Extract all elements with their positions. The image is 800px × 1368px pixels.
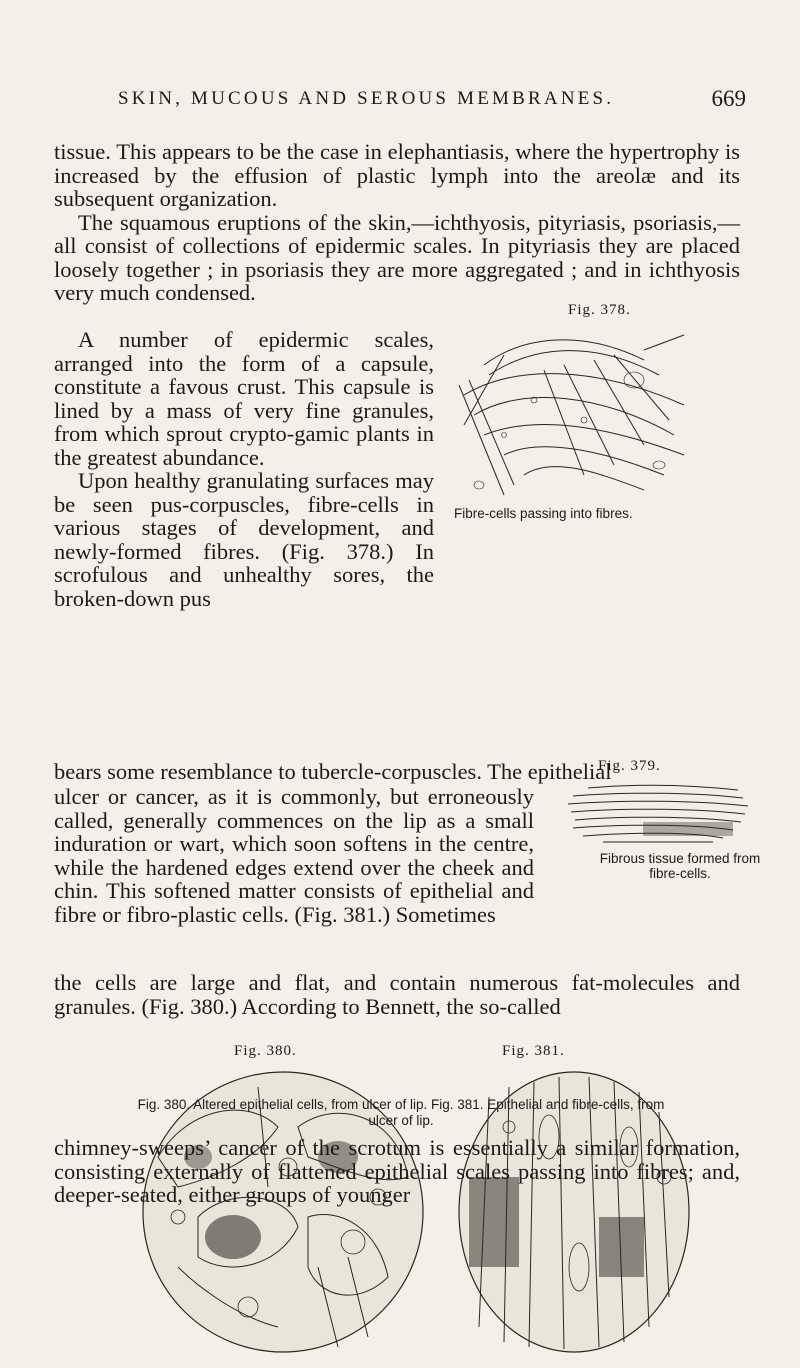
paragraph-tubercle-line: bears some resemblance to tubercle-corpuscles. The epithelial bbox=[54, 759, 612, 784]
fig-381-label: Fig. 381. bbox=[502, 1043, 565, 1059]
text-block-top bbox=[54, 140, 740, 305]
page-number: 669 bbox=[711, 86, 746, 111]
fig-379-caption bbox=[580, 851, 780, 881]
running-title: SKIN, MUCOUS AND SEROUS MEMBRANES. bbox=[118, 88, 615, 109]
paragraph-squamous-eruptions: The squamous eruptions of the skin,—ichthyosis, pityriasis, psoriasis,—all consist of collections of epidermic scales. In pityriasis they are placed loosely together ; in psoriasis they are more aggregated ; and in ichthyosis very much condensed. bbox=[54, 209, 740, 305]
fig-379-illustration bbox=[563, 782, 753, 848]
text-block-left-lower bbox=[54, 785, 534, 926]
figure-caption-380-381 bbox=[48, 1097, 754, 1129]
text-block-left bbox=[54, 328, 434, 610]
paragraph-chimney-sweeps: chimney-sweeps’ cancer of the scrotum is essentially a similar formation, consisting externally of flattened epithelial scales passing into fibres; and, deeper-seated, either groups of younger bbox=[54, 1135, 740, 1207]
fig-379-caption-line-2: fibre-cells. bbox=[649, 866, 711, 881]
text-block-before-figures bbox=[54, 971, 740, 1018]
page-header bbox=[56, 78, 746, 122]
fig-378-caption: Fibre-cells passing into fibres. bbox=[454, 506, 633, 521]
paragraph-epithelial-ulcer: ulcer or cancer, as it is commonly, but erroneously called, generally commences on the lip as a small induration or wart, which soon softens in the centre, while the hardened edges extend over the cheek and chin. This softened matter consists of epithelial and fibre or fibro-plastic cells. (Fig. 381.) Sometimes bbox=[54, 784, 534, 927]
fig-378-label: Fig. 378. bbox=[568, 302, 631, 318]
fig-380-label: Fig. 380. bbox=[234, 1043, 297, 1059]
paragraph-fat-molecules: the cells are large and flat, and contain numerous fat-molecules and granules. (Fig. 380.) According to Bennett, the so-called bbox=[54, 970, 740, 1019]
paragraph-granulating-surfaces: Upon healthy granulating surfaces may be seen pus-corpuscles, fibre-cells in various stages of development, and newly-formed fibres. (Fig. 378.) In scrofulous and unhealthy sores, the broken-down pus bbox=[54, 468, 434, 611]
figure-caption-line-1: Fig. 380. Altered epithelial cells, from ulcer of lip. Fig. 381. Epithelial and fibre-cells, from bbox=[137, 1097, 665, 1112]
figure-caption-line-2: ulcer of lip. bbox=[368, 1113, 434, 1128]
text-block-bottom bbox=[54, 1136, 740, 1207]
fig-379-label: Fig. 379. bbox=[598, 758, 661, 774]
fig-378-illustration bbox=[444, 325, 694, 503]
paragraph-favous-crust: A number of epidermic scales, arranged into the form of a capsule, constitute a favous crust. This capsule is lined by a mass of very fine granules, from which sprout crypto-gamic plants in the greatest abundance. bbox=[54, 327, 434, 470]
fig-379-caption-line-1: Fibrous tissue formed from bbox=[599, 851, 761, 866]
paragraph-elephantiasis: tissue. This appears to be the case in elephantiasis, where the hypertrophy is increased by the effusion of plastic lymph into the areolæ and its subsequent organization. bbox=[54, 139, 740, 211]
